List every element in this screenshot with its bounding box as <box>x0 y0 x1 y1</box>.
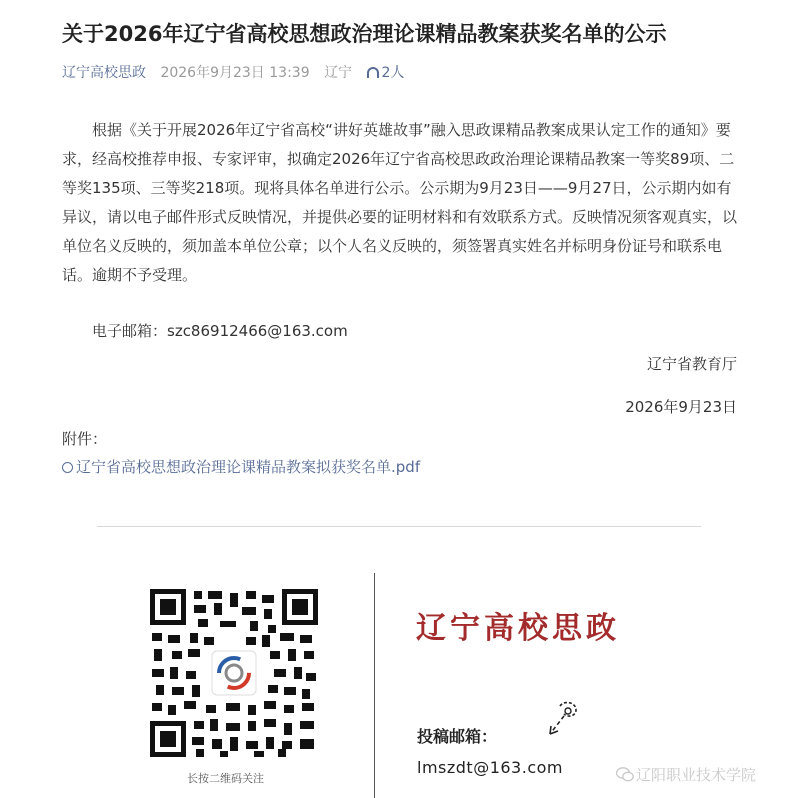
page-title: 关于2026年辽宁省高校思想政治理论课精品教案获奖名单的公示 <box>62 22 667 46</box>
brand-logo-text: 辽宁高校思政 <box>416 611 620 646</box>
attachment-icon <box>62 462 73 473</box>
submission-email: lmszdt@163.com <box>417 758 563 777</box>
contact-email: 电子邮箱：szc86912466@163.com <box>92 322 348 340</box>
listen-count: 2人 <box>381 65 405 81</box>
section-divider <box>97 526 701 527</box>
wechat-icon <box>616 767 634 782</box>
issue-date: 2026年9月23日 <box>625 398 737 416</box>
attachment-filename: 辽宁省高校思想政治理论课精品教案拟获奖名单.pdf <box>76 458 421 476</box>
submission-email-label: 投稿邮箱： <box>417 727 498 746</box>
body-paragraph: 根据《关于开展2026年辽宁省高校“讲好英雄故事”融入思政课精品教案成果认定工作的通知》要求，经高校推荐申报、专家评审，拟确定2026年辽宁省高校思政政治理论课精品教案一等奖89项、二等奖135项、三等奖218项。现将具体名单进行公示。公示期为9月23日——9月27日，公示期内如有异议，请以电子邮件形式反映情况，并提供必要的证明材料和有效联系方式。反映情况须客观真实，以单位名义反映的，须加盖本单位公章；以个人名义反映的，须签署真实姓名并标明身份证号和联系电话。逾期不予受理。 <box>62 121 738 284</box>
watermark-text: 辽阳职业技术学院 <box>636 766 757 784</box>
region-label: 辽宁 <box>324 65 353 81</box>
publish-datetime: 2026年9月23日 13:39 <box>160 65 310 81</box>
attachment-label: 附件： <box>62 430 108 448</box>
listen-icon <box>367 67 379 78</box>
qr-caption: 长按二维码关注 <box>187 772 264 785</box>
article-meta <box>62 62 424 82</box>
footer-divider <box>374 573 375 798</box>
source-watermark <box>616 764 756 785</box>
issuing-organization: 辽宁省教育厅 <box>646 355 737 373</box>
listen-button[interactable] <box>367 65 415 81</box>
account-name-link[interactable]: 辽宁高校思政 <box>62 65 146 81</box>
article-body <box>62 116 742 290</box>
qr-code[interactable] <box>150 589 318 757</box>
hand-pointer-icon <box>546 700 586 742</box>
attachment-link[interactable] <box>62 456 420 477</box>
